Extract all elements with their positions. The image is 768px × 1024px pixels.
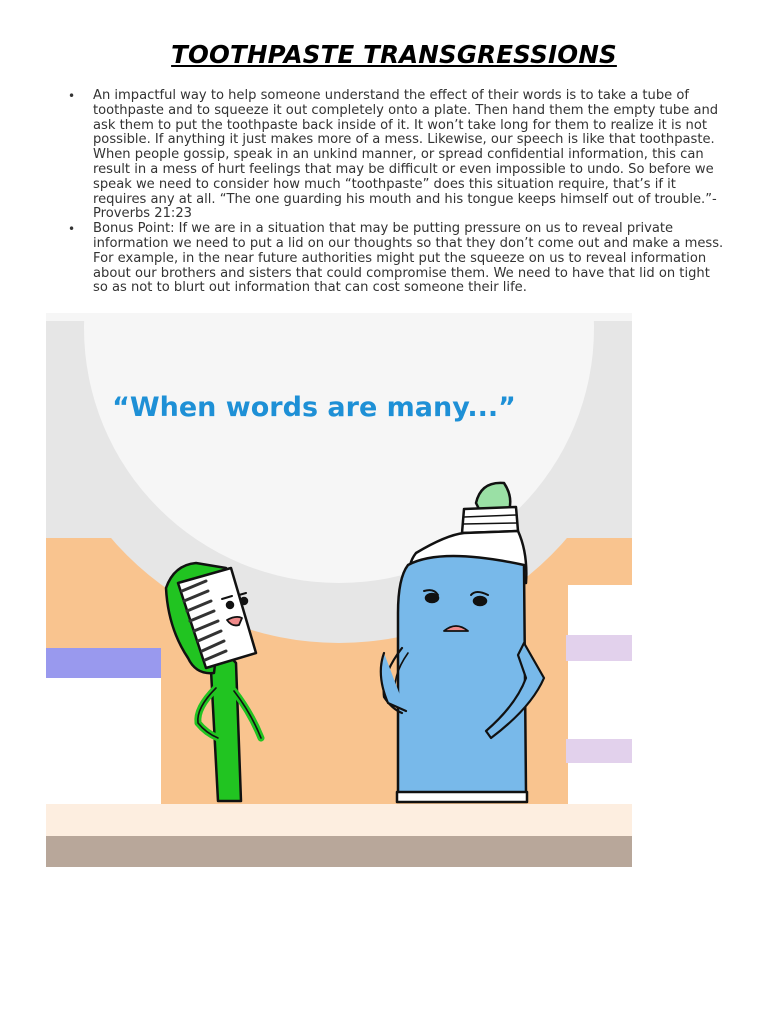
bullet-item xyxy=(64,89,724,222)
left-cabinet xyxy=(46,678,161,805)
right-cabinet xyxy=(568,585,632,805)
bullet-item xyxy=(64,222,724,296)
right-shelf-bottom xyxy=(566,739,632,763)
toothbrush-eye-left xyxy=(227,602,233,608)
counter-edge xyxy=(46,836,632,867)
document-title: TOOTHPASTE TRANSGRESSIONS xyxy=(171,40,617,69)
tube-crimp xyxy=(397,792,527,802)
bullet-marker: • xyxy=(68,89,76,103)
tube-eye-left xyxy=(426,594,438,602)
counter-top xyxy=(46,804,632,836)
cartoon-scene xyxy=(46,313,632,867)
toothbrush-eye-right xyxy=(241,598,247,604)
tube-body xyxy=(398,556,526,795)
illustration-caption: “When words are many...” xyxy=(112,392,516,423)
bullet-text: Bonus Point: If we are in a situation that may be putting pressure on us to reveal private information we need to put a lid on our thoughts so that they don’t come out and make a mess. For example, in the near future authorities might put the squeeze on us to reveal information about our brothers and sisters that could compromise them. We need to have that lid on tight so as not to blurt out information that can cost someone their life. xyxy=(93,221,724,296)
right-shelf-top xyxy=(566,635,632,661)
bullet-text: An impactful way to help someone understand the effect of their words is to take a tube of toothpaste and to squeeze it out completely onto a plate. Then hand them the empty tube and ask them to put the toothpaste back inside of it. It won’t take long for them to realize it is not possible. If anything it just makes more of a mess. Likewise, our speech is like that toothpaste. When people gossip, speak in an unkind manner, or spread confidential information, this can result in a mess of hurt feelings that may be difficult or even impossible to undo. So before we speak we need to consider how much “toothpaste” does this situation require, that’s if it requires any at all. “The one guarding his mouth and his tongue keeps himself out of trouble.”-Proverbs 21:23 xyxy=(93,88,719,222)
cartoon-illustration xyxy=(46,313,632,867)
bullet-list xyxy=(64,89,724,296)
left-shelf xyxy=(46,648,161,678)
tube-eye-right xyxy=(474,597,486,605)
tube-nozzle xyxy=(462,507,518,533)
bullet-marker: • xyxy=(68,222,76,237)
